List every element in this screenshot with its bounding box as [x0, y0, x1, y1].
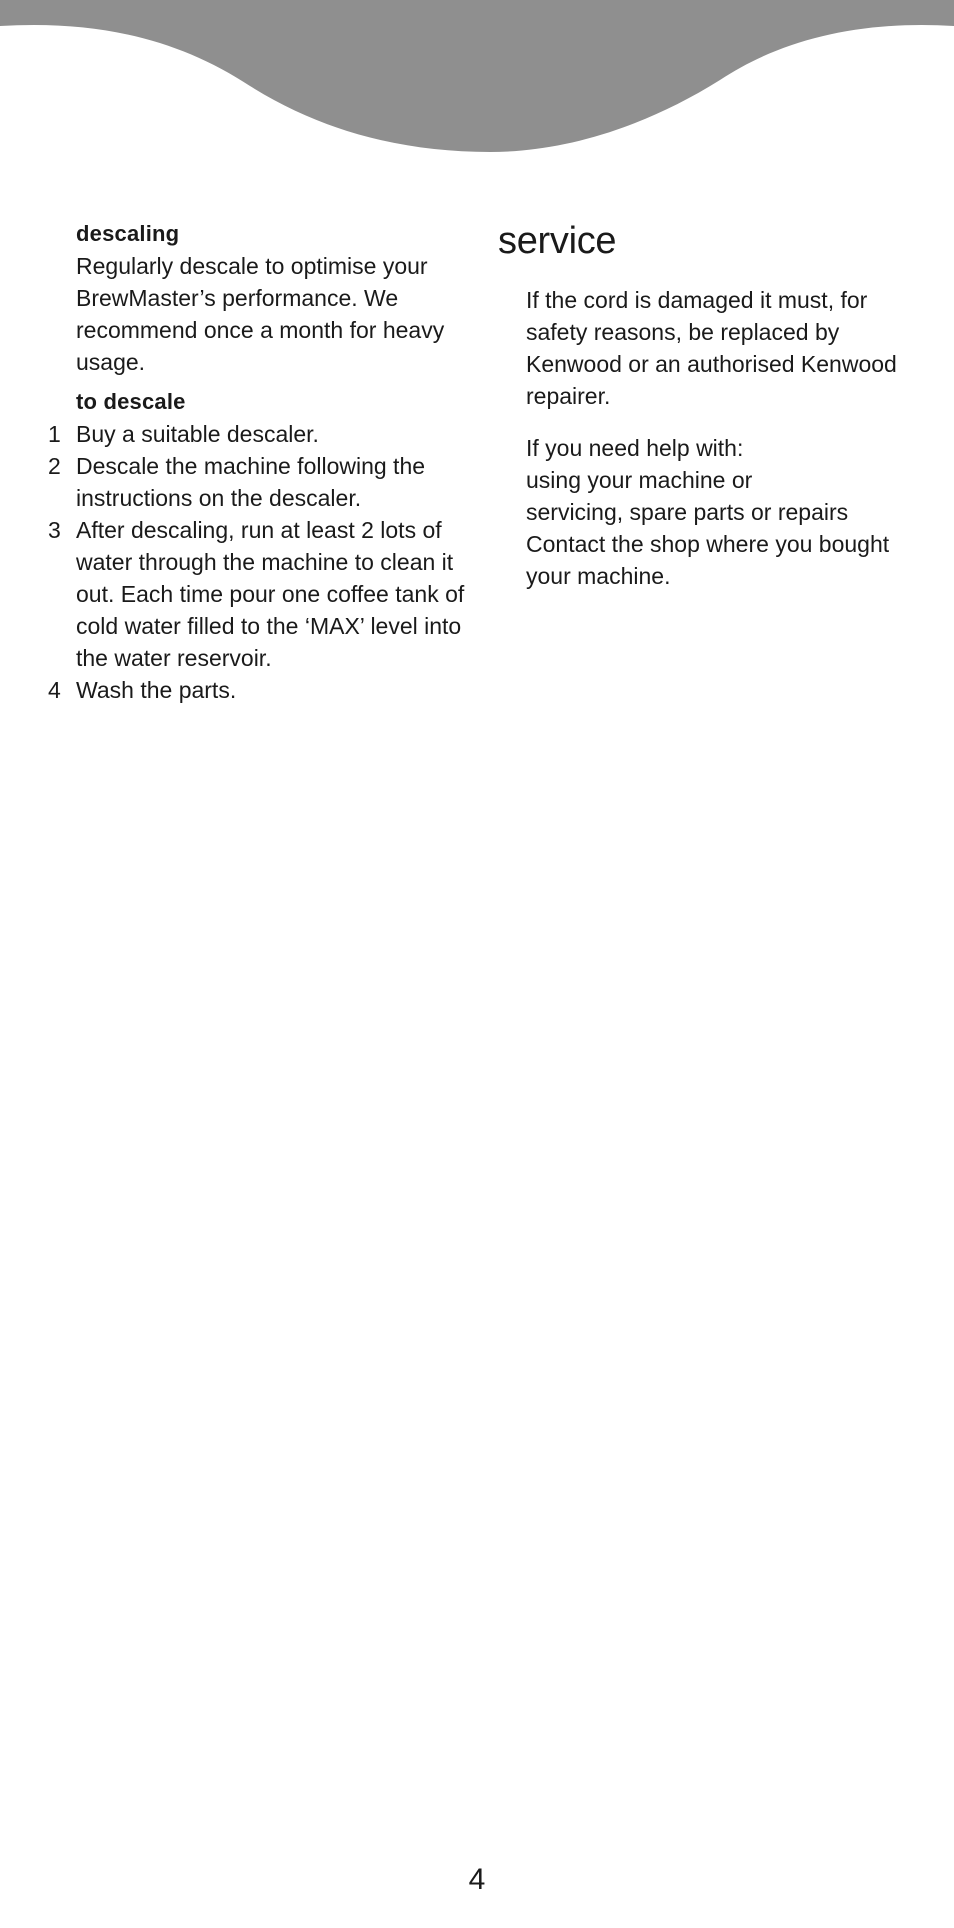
descale-step [40, 418, 470, 450]
step-text: Descale the machine following the instructions on the descaler. [76, 453, 426, 511]
page-number: 4 [468, 1863, 486, 1896]
descale-step [40, 450, 470, 514]
help-line: If you need help with: [526, 435, 744, 461]
header-wave-decoration [0, 0, 954, 160]
descale-steps-list [40, 418, 470, 706]
step-number: 1 [48, 421, 61, 447]
descaling-intro: Regularly descale to optimise your BrewMaster’s performance. We recommend once a month for heavy usage. [76, 253, 445, 375]
step-text: Buy a suitable descaler. [76, 421, 319, 447]
step-text: After descaling, run at least 2 lots of water through the machine to clean it out. Each time pour one coffee tank of cold water filled to the ‘MAX’ level into the water reservoir. [76, 517, 465, 671]
service-column [498, 216, 928, 612]
service-title: service [498, 220, 617, 262]
step-number: 4 [48, 677, 61, 703]
to-descale-heading: to descale [76, 389, 186, 414]
step-number: 2 [48, 453, 61, 479]
cord-notice: If the cord is damaged it must, for safety reasons, be replaced by Kenwood or an authorised Kenwood repairer. [526, 287, 897, 409]
step-number: 3 [48, 517, 61, 543]
help-line: Contact the shop where you bought your machine. [526, 531, 890, 589]
descaling-column [40, 218, 470, 706]
header-wave-shape [0, 0, 954, 152]
descaling-heading: descaling [76, 221, 180, 246]
help-line: using your machine or [526, 467, 753, 493]
help-info [526, 432, 928, 592]
step-text: Wash the parts. [76, 677, 237, 703]
descale-step [40, 674, 470, 706]
help-line: servicing, spare parts or repairs [526, 499, 849, 525]
descale-step [40, 514, 470, 674]
